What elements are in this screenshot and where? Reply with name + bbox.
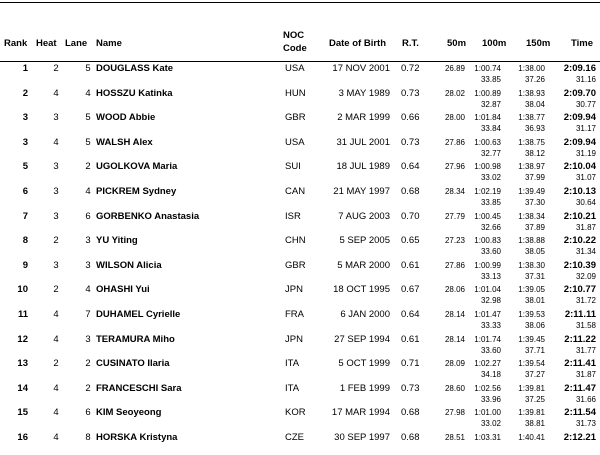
split-150m: 1:38.97 [518,162,545,172]
split-100m: 1:03.31 [474,433,501,442]
split-100m: 1:00.98 [474,162,501,172]
split-150m: 1:38.30 [518,260,545,270]
top-rule [0,2,600,3]
split-100m: 1:01.47 [474,310,501,319]
rank-cell: 10 [17,284,28,296]
noc-code: KOR [285,407,306,419]
lap-split-150m: 37.71 [524,345,545,355]
lap-split-100m: 32.77 [480,148,501,158]
reaction-time: 0.66 [401,112,420,124]
split-150m: 1:38.77 [518,113,545,123]
heat-cell: 4 [53,333,59,345]
header-150m: 150m [526,38,551,49]
final-time: 2:12.21 [563,432,596,443]
noc-code: GBR [285,112,306,124]
split-100m: 1:00.83 [474,236,501,246]
reaction-time: 0.73 [401,136,420,148]
split-100m: 1:00.99 [474,260,501,270]
heat-cell: 3 [53,210,59,222]
split-50m: 28.60 [444,383,465,393]
heat-cell: 3 [53,259,59,271]
date-of-birth: 7 AUG 2003 [338,210,390,222]
header-50m: 50m [447,38,467,49]
rank-cell: 8 [22,235,28,247]
lap-split-final: 30.77 [575,99,596,109]
table-row [0,357,600,381]
final-time: 2:10.39 [563,259,596,271]
lap-split-final: 31.19 [575,148,596,158]
lane-cell: 5 [85,112,91,124]
athlete-name: WALSH Alex [96,136,153,148]
table-row [0,259,600,283]
split-150m: 1:39.45 [518,334,545,344]
reaction-time: 0.64 [401,309,420,320]
table-row [0,185,600,209]
split-150m: 1:39.05 [518,285,545,295]
split-100m: 1:01.04 [474,285,501,295]
athlete-name: WOOD Abbie [96,112,156,124]
reaction-time: 0.68 [401,432,420,443]
split-50m: 28.06 [444,285,465,295]
heat-cell: 4 [53,87,59,99]
heat-cell: 4 [53,309,59,320]
lap-split-100m: 32.66 [480,222,501,232]
reaction-time: 0.64 [401,161,420,173]
lap-split-final: 31.72 [575,296,596,306]
split-150m: 1:39.81 [518,383,545,393]
split-150m: 1:39.49 [518,187,545,196]
heat-cell: 2 [53,284,59,296]
reaction-time: 0.73 [401,87,420,99]
heat-cell: 4 [53,407,59,419]
table-row [0,160,600,184]
rank-cell: 3 [22,136,28,148]
split-50m: 28.34 [444,187,465,196]
rank-cell: 13 [17,358,28,370]
split-150m: 1:38.93 [518,88,545,98]
lap-split-final: 31.87 [575,370,596,380]
date-of-birth: 2 MAR 1999 [337,112,390,124]
lane-cell: 2 [85,161,91,173]
final-time: 2:10.04 [563,161,596,173]
lane-cell: 3 [85,259,91,271]
lane-cell: 3 [85,333,91,345]
date-of-birth: 5 MAR 2000 [337,259,390,271]
table-row [0,431,600,455]
lap-split-final: 32.09 [575,271,596,281]
noc-code: USA [285,136,305,148]
header-lane: Lane [65,38,88,49]
split-100m: 1:00.63 [474,137,501,147]
lap-split-100m: 32.98 [480,296,501,306]
lane-cell: 8 [85,432,91,443]
lane-cell: 5 [85,63,91,74]
table-row [0,333,600,357]
header-rt: R.T. [402,38,419,49]
reaction-time: 0.73 [401,382,420,394]
heat-cell: 2 [53,358,59,370]
split-100m: 1:00.74 [474,64,501,73]
reaction-time: 0.70 [401,210,420,222]
lane-cell: 2 [85,382,91,394]
split-150m: 1:38.88 [518,236,545,246]
heat-cell: 4 [53,432,59,443]
split-50m: 28.14 [444,334,465,344]
table-row [0,283,600,307]
date-of-birth: 31 JUL 2001 [336,136,390,148]
split-100m: 1:02.27 [474,359,501,369]
final-time: 2:10.21 [563,210,596,222]
rank-cell: 7 [22,210,28,222]
heat-cell: 3 [53,112,59,124]
lap-split-150m: 37.30 [524,198,545,207]
split-150m: 1:39.81 [518,408,545,418]
split-100m: 1:01.84 [474,113,501,123]
rank-cell: 9 [22,259,28,271]
final-time: 2:11.41 [564,358,596,370]
final-time: 2:11.22 [564,333,596,345]
heat-cell: 3 [53,186,59,197]
table-row [0,62,600,86]
athlete-name: PICKREM Sydney [96,186,177,197]
lap-split-150m: 36.93 [524,124,545,134]
date-of-birth: 27 SEP 1994 [334,333,390,345]
header-noc: NOC [283,30,305,41]
lap-split-final: 31.58 [575,321,596,330]
lap-split-100m: 33.02 [480,173,501,183]
split-150m: 1:39.54 [518,359,545,369]
athlete-name: DOUGLASS Kate [96,63,174,74]
athlete-name: YU Yiting [96,235,138,247]
reaction-time: 0.71 [401,358,420,370]
lap-split-150m: 37.99 [524,173,545,183]
final-time: 2:09.16 [563,63,596,74]
lane-cell: 7 [85,309,91,320]
athlete-name: DUHAMEL Cyrielle [96,309,181,320]
split-150m: 1:38.34 [518,211,545,221]
final-time: 2:10.13 [563,186,596,197]
table-row [0,406,600,430]
table-row [0,308,600,332]
lane-cell: 2 [85,358,91,370]
noc-code: SUI [285,161,301,173]
lap-split-150m: 37.31 [524,271,545,281]
header-name: Name [96,38,122,49]
rank-cell: 1 [22,63,28,74]
lap-split-150m: 38.05 [524,247,545,257]
split-50m: 28.02 [444,88,465,98]
noc-code: CAN [285,186,306,197]
split-150m: 1:38.75 [518,137,545,147]
reaction-time: 0.61 [401,333,420,345]
date-of-birth: 30 SEP 1997 [334,432,390,443]
header-code: Code [283,43,307,54]
lap-split-final: 31.87 [575,222,596,232]
rank-cell: 12 [17,333,28,345]
lane-cell: 4 [85,284,91,296]
lap-split-150m: 38.81 [524,419,545,429]
split-50m: 27.86 [444,137,465,147]
athlete-name: CUSINATO Ilaria [96,358,170,370]
rank-cell: 5 [22,161,28,173]
lap-split-100m: 33.02 [480,419,501,429]
noc-code: CZE [285,432,304,443]
noc-code: JPN [285,333,303,345]
lap-split-100m: 33.60 [480,247,501,257]
final-time: 2:09.94 [563,136,596,148]
athlete-name: OHASHI Yui [96,284,150,296]
split-100m: 1:01.00 [474,408,501,418]
final-time: 2:11.11 [564,309,596,320]
split-100m: 1:01.74 [474,334,501,344]
split-50m: 28.09 [444,359,465,369]
lap-split-100m: 33.96 [480,394,501,404]
lap-split-100m: 33.13 [480,271,501,281]
split-50m: 28.14 [444,310,465,319]
final-time: 2:10.77 [563,284,596,296]
split-50m: 27.98 [444,408,465,418]
noc-code: HUN [285,87,306,99]
noc-code: CHN [285,235,306,247]
reaction-time: 0.68 [401,407,420,419]
athlete-name: HORSKA Kristyna [96,432,178,443]
reaction-time: 0.68 [401,186,420,197]
header-100m: 100m [482,38,507,49]
split-50m: 28.51 [444,433,465,442]
split-50m: 26.89 [444,64,465,73]
table-row [0,136,600,160]
split-50m: 27.86 [444,260,465,270]
rank-cell: 2 [22,87,28,99]
split-50m: 27.96 [444,162,465,172]
rank-cell: 16 [17,432,28,443]
table-row [0,210,600,234]
split-150m: 1:40.41 [518,433,545,442]
lap-split-100m: 33.60 [480,345,501,355]
split-100m: 1:00.89 [474,88,501,98]
split-100m: 1:02.56 [474,383,501,393]
header-time: Time [571,38,594,49]
lap-split-100m: 33.85 [480,75,501,84]
athlete-name: TERAMURA Miho [96,333,175,345]
final-time: 2:11.54 [564,407,596,419]
lap-split-final: 30.64 [575,198,596,207]
lane-cell: 3 [85,235,91,247]
header-rank: Rank [4,38,28,49]
lap-split-100m: 34.18 [480,370,501,380]
lap-split-150m: 37.25 [524,394,545,404]
date-of-birth: 17 NOV 2001 [332,63,390,74]
final-time: 2:10.22 [563,235,596,247]
noc-code: JPN [285,284,303,296]
rank-cell: 15 [17,407,28,419]
noc-code: ITA [285,358,300,370]
reaction-time: 0.61 [401,259,420,271]
noc-code: FRA [285,309,304,320]
lap-split-150m: 38.06 [524,321,545,330]
lap-split-final: 31.17 [575,124,596,134]
lap-split-150m: 38.12 [524,148,545,158]
lap-split-150m: 37.89 [524,222,545,232]
split-100m: 1:00.45 [474,211,501,221]
final-time: 2:09.94 [563,112,596,124]
heat-cell: 4 [53,136,59,148]
lane-cell: 6 [85,407,91,419]
athlete-name: UGOLKOVA Maria [96,161,178,173]
table-header [0,26,600,60]
lane-cell: 5 [85,136,91,148]
date-of-birth: 3 MAY 1989 [338,87,390,99]
rank-cell: 3 [22,112,28,124]
lap-split-final: 31.07 [575,173,596,183]
final-time: 2:11.47 [564,382,596,394]
lap-split-final: 31.73 [575,419,596,429]
split-100m: 1:02.19 [474,187,501,196]
final-time: 2:09.70 [563,87,596,99]
lane-cell: 4 [85,186,91,197]
heat-cell: 4 [53,382,59,394]
lap-split-100m: 33.85 [480,198,501,207]
split-50m: 27.79 [444,211,465,221]
date-of-birth: 6 JAN 2000 [340,309,390,320]
athlete-name: FRANCESCHI Sara [96,382,182,394]
reaction-time: 0.65 [401,235,420,247]
split-150m: 1:39.53 [518,310,545,319]
table-row [0,87,600,111]
athlete-name: WILSON Alicia [96,259,162,271]
date-of-birth: 5 SEP 2005 [339,235,390,247]
rank-cell: 6 [22,186,28,197]
lap-split-150m: 37.27 [524,370,545,380]
lap-split-150m: 38.04 [524,99,545,109]
date-of-birth: 17 MAR 1994 [331,407,390,419]
athlete-name: GORBENKO Anastasia [96,210,200,222]
header-heat: Heat [36,38,57,49]
table-row [0,234,600,258]
lap-split-100m: 32.87 [480,99,501,109]
split-50m: 28.00 [444,113,465,123]
table-row [0,382,600,406]
noc-code: USA [285,63,305,74]
rank-cell: 14 [17,382,28,394]
athlete-name: KIM Seoyeong [96,407,162,419]
date-of-birth: 5 OCT 1999 [338,358,390,370]
lap-split-150m: 37.26 [524,75,545,84]
lap-split-150m: 38.01 [524,296,545,306]
lap-split-100m: 33.84 [480,124,501,134]
lane-cell: 4 [85,87,91,99]
athlete-name: HOSSZU Katinka [96,87,173,99]
rank-cell: 11 [17,309,28,320]
split-150m: 1:38.00 [518,64,545,73]
split-50m: 27.23 [444,236,465,246]
header-dob: Date of Birth [329,38,386,49]
date-of-birth: 21 MAY 1997 [333,186,390,197]
noc-code: ITA [285,382,300,394]
reaction-time: 0.67 [401,284,420,296]
heat-cell: 3 [53,161,59,173]
noc-code: ISR [285,210,301,222]
date-of-birth: 18 OCT 1995 [333,284,390,296]
lap-split-final: 31.77 [575,345,596,355]
heat-cell: 2 [53,235,59,247]
heat-cell: 2 [53,63,59,74]
table-row [0,111,600,135]
lap-split-final: 31.66 [575,394,596,404]
lap-split-final: 31.16 [575,75,596,84]
lap-split-final: 31.34 [575,247,596,257]
date-of-birth: 18 JUL 1989 [336,161,390,173]
noc-code: GBR [285,259,306,271]
lane-cell: 6 [85,210,91,222]
lap-split-100m: 33.33 [480,321,501,330]
date-of-birth: 1 FEB 1999 [339,382,390,394]
reaction-time: 0.72 [401,63,420,74]
